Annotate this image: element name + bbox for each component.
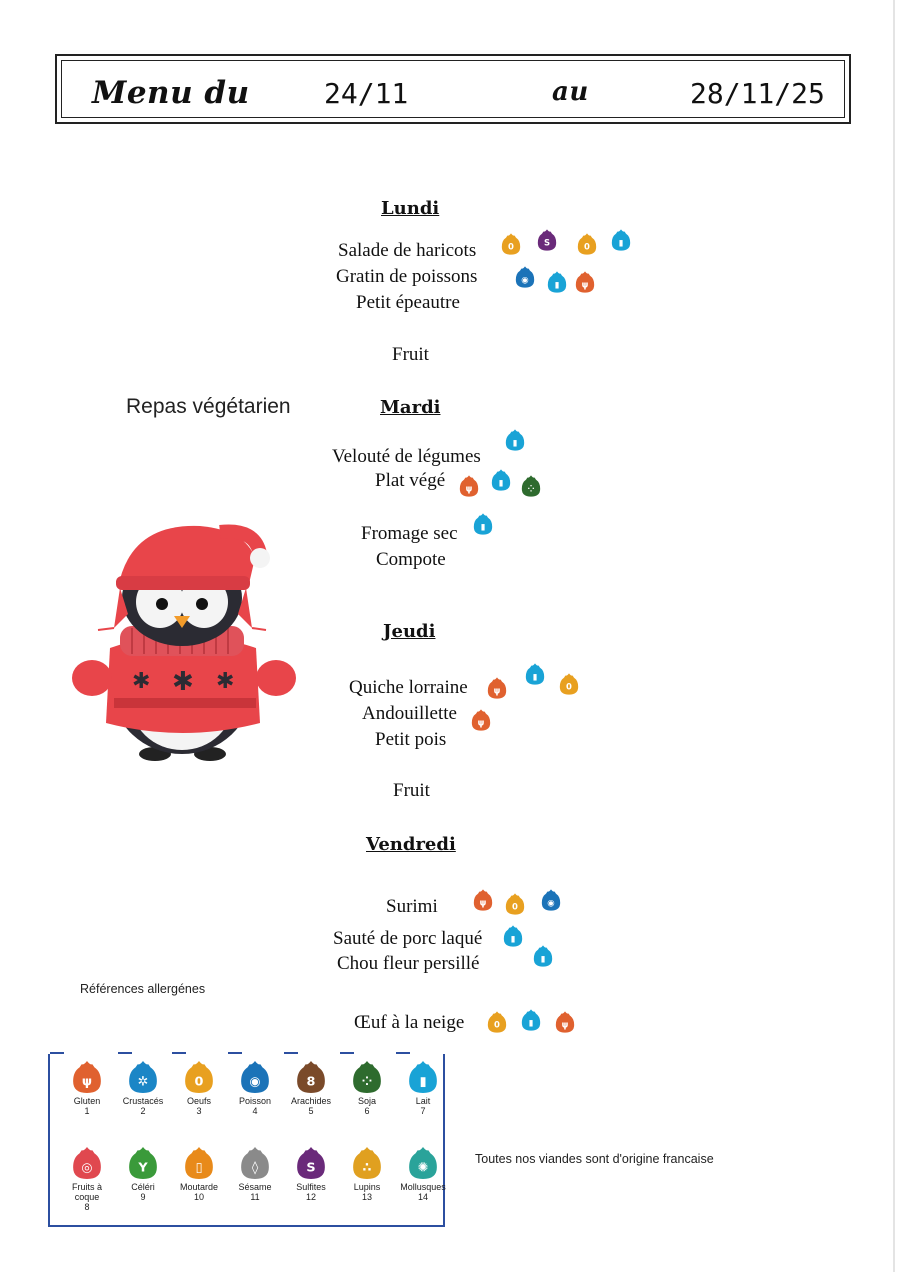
sulfite-icon (295, 1144, 327, 1182)
day-heading-lundi: Lundi (381, 198, 440, 219)
legend-item-number: 8 (84, 1202, 90, 1212)
svg-text:S: S (543, 237, 551, 248)
egg-icon (504, 892, 526, 916)
wheat-icon (71, 1058, 103, 1096)
menu-label: Menu du (92, 75, 250, 111)
svg-text:0: 0 (566, 681, 572, 692)
end-date: 28/11/25 (690, 77, 825, 110)
svg-text:Y: Y (138, 1160, 148, 1176)
legend-item-number: 1 (84, 1106, 90, 1116)
svg-text:0: 0 (508, 241, 514, 252)
legend-item-number: 5 (308, 1106, 314, 1116)
legend-item-name: Mollusques (400, 1182, 446, 1192)
legend-item (286, 1058, 336, 1116)
dish-jeudi-4: Fruit (393, 780, 430, 801)
svg-text:◎: ◎ (81, 1160, 93, 1176)
meat-origin-note: Toutes nos viandes sont d'origine francaise (475, 1152, 714, 1166)
legend-item-number: 4 (252, 1106, 258, 1116)
legend-border-dash (284, 1052, 298, 1054)
menu-header (55, 54, 851, 124)
svg-text:S: S (306, 1160, 316, 1176)
penguin-illustration (70, 518, 300, 763)
legend-item-number: 13 (361, 1192, 372, 1202)
legend-item-name: Arachides (290, 1096, 332, 1106)
legend-item-name: Oeufs (186, 1096, 211, 1106)
dish-lundi-2: Gratin de poissons (336, 266, 478, 287)
svg-text:▮: ▮ (528, 1017, 534, 1028)
sesame-icon (239, 1144, 271, 1182)
milk-icon (532, 944, 554, 968)
legend-item-name: Fruits à coque (71, 1182, 102, 1202)
dish-lundi-3: Petit épeautre (356, 292, 460, 313)
svg-text:◉: ◉ (249, 1074, 261, 1090)
svg-text:▮: ▮ (419, 1074, 427, 1090)
dish-mardi-4: Compote (376, 549, 446, 570)
legend-item-name: Sulfites (296, 1182, 326, 1192)
svg-text:▮: ▮ (498, 477, 504, 488)
svg-text:ψ: ψ (465, 483, 473, 494)
svg-text:⁘: ⁘ (361, 1074, 373, 1090)
day-heading-jeudi: Jeudi (383, 621, 436, 642)
svg-text:▮: ▮ (480, 521, 486, 532)
legend-border-dash (50, 1052, 64, 1054)
peanut-icon (295, 1058, 327, 1096)
legend-item-number: 14 (417, 1192, 428, 1202)
header-inner-frame (61, 60, 845, 118)
legend-item-name: Sésame (238, 1182, 272, 1192)
legend-item-name: Moutarde (179, 1182, 219, 1192)
svg-text:◉: ◉ (521, 274, 529, 285)
wheat-icon (472, 888, 494, 912)
nut-icon (71, 1144, 103, 1182)
egg-icon (183, 1058, 215, 1096)
celery-icon (127, 1144, 159, 1182)
legend-item-number: 12 (305, 1192, 316, 1202)
milk-icon (407, 1058, 439, 1096)
legend-item (286, 1144, 336, 1202)
svg-text:0: 0 (194, 1074, 204, 1090)
svg-text:0: 0 (494, 1019, 500, 1030)
legend-item-name: Gluten (73, 1096, 101, 1106)
svg-text:ψ: ψ (81, 1074, 93, 1090)
legend-item-number: 2 (140, 1106, 146, 1116)
svg-text:▮: ▮ (540, 953, 546, 964)
dish-vendredi-4: Œuf à la neige (354, 1012, 465, 1033)
legend-item (62, 1144, 112, 1212)
svg-text:0: 0 (584, 241, 590, 252)
svg-text:0: 0 (512, 901, 518, 912)
egg-icon (576, 232, 598, 256)
legend-item (118, 1058, 168, 1116)
legend-border-dash (172, 1052, 186, 1054)
legend-item (230, 1058, 280, 1116)
svg-text:▮: ▮ (554, 279, 560, 290)
day-heading-vendredi: Vendredi (366, 834, 456, 855)
svg-text:✺: ✺ (417, 1160, 429, 1176)
scan-edge (893, 0, 895, 1272)
svg-text:ψ: ψ (493, 685, 501, 696)
start-date: 24/11 (324, 77, 409, 110)
milk-icon (490, 468, 512, 492)
legend-border-dash (228, 1052, 242, 1054)
svg-text:✱: ✱ (172, 667, 194, 697)
svg-text:ψ: ψ (477, 717, 485, 728)
legend-item-name: Crustacés (122, 1096, 164, 1106)
dish-mardi-3: Fromage sec (361, 523, 458, 544)
svg-text:▯: ▯ (195, 1160, 203, 1176)
date-connector: au (552, 77, 589, 107)
dish-vendredi-3: Chou fleur persillé (337, 953, 480, 974)
svg-text:▮: ▮ (512, 437, 518, 448)
legend-item (230, 1144, 280, 1202)
dish-jeudi-1: Quiche lorraine (349, 677, 468, 698)
svg-text:◉: ◉ (547, 897, 555, 908)
milk-icon (610, 228, 632, 252)
svg-text:✲: ✲ (137, 1074, 149, 1090)
legend-item-number: 6 (364, 1106, 370, 1116)
legend-item (342, 1058, 392, 1116)
sulfite-icon (536, 228, 558, 252)
fish-icon (239, 1058, 271, 1096)
mustard-icon (183, 1144, 215, 1182)
day-heading-mardi: Mardi (380, 397, 441, 418)
milk-icon (520, 1008, 542, 1032)
legend-item-number: 9 (140, 1192, 146, 1202)
milk-icon (502, 924, 524, 948)
milk-icon (504, 428, 526, 452)
soy-icon (520, 474, 542, 498)
svg-text:⁘: ⁘ (527, 483, 535, 494)
wheat-icon (470, 708, 492, 732)
dish-jeudi-2: Andouillette (362, 703, 457, 724)
wheat-icon (458, 474, 480, 498)
dish-lundi-4: Fruit (392, 344, 429, 365)
wheat-icon (574, 270, 596, 294)
soy-icon (351, 1058, 383, 1096)
legend-item-number: 3 (196, 1106, 202, 1116)
svg-text:ψ: ψ (479, 897, 487, 908)
legend-border-dash (118, 1052, 132, 1054)
milk-icon (546, 270, 568, 294)
egg-icon (486, 1010, 508, 1034)
svg-text:✱: ✱ (216, 669, 235, 694)
crab-icon (127, 1058, 159, 1096)
dish-mardi-1: Velouté de légumes (332, 446, 481, 467)
svg-text:ψ: ψ (561, 1019, 569, 1030)
svg-text:∴: ∴ (362, 1160, 372, 1176)
egg-icon (500, 232, 522, 256)
egg-icon (558, 672, 580, 696)
legend-item-number: 10 (193, 1192, 204, 1202)
svg-text:✱: ✱ (132, 669, 151, 694)
legend-item-name: Soja (357, 1096, 376, 1106)
legend-item (398, 1144, 448, 1202)
svg-text:▮: ▮ (532, 671, 538, 682)
legend-item-number: 7 (420, 1106, 426, 1116)
svg-text:8: 8 (306, 1074, 316, 1090)
allergen-reference-title: Références allergénes (80, 982, 206, 996)
legend-item-name: Lupins (353, 1182, 381, 1192)
legend-item (118, 1144, 168, 1202)
allergen-legend (48, 1054, 445, 1227)
svg-text:▮: ▮ (618, 237, 624, 248)
legend-item (174, 1144, 224, 1202)
wheat-icon (554, 1010, 576, 1034)
vegetarian-note: Repas végétarien (126, 395, 291, 418)
legend-item (62, 1058, 112, 1116)
milk-icon (472, 512, 494, 536)
legend-item (174, 1058, 224, 1116)
svg-text:◊: ◊ (251, 1160, 259, 1176)
legend-item (342, 1144, 392, 1202)
legend-item-number: 11 (250, 1192, 260, 1202)
legend-border-dash (340, 1052, 354, 1054)
legend-item-name: Céléri (131, 1182, 155, 1192)
dish-vendredi-2: Sauté de porc laqué (333, 928, 483, 949)
fish-icon (514, 265, 536, 289)
legend-item (398, 1058, 448, 1116)
legend-item-name: Poisson (238, 1096, 272, 1106)
dish-mardi-2: Plat végé (375, 470, 446, 491)
fish-icon (540, 888, 562, 912)
wheat-icon (486, 676, 508, 700)
lupin-icon (351, 1144, 383, 1182)
legend-border-dash (396, 1052, 410, 1054)
dish-jeudi-3: Petit pois (375, 729, 447, 750)
svg-text:ψ: ψ (581, 279, 589, 290)
milk-icon (524, 662, 546, 686)
shell-icon (407, 1144, 439, 1182)
dish-lundi-1: Salade de haricots (338, 240, 477, 261)
svg-text:▮: ▮ (510, 933, 516, 944)
dish-vendredi-1: Surimi (386, 896, 438, 917)
legend-item-name: Lait (415, 1096, 431, 1106)
